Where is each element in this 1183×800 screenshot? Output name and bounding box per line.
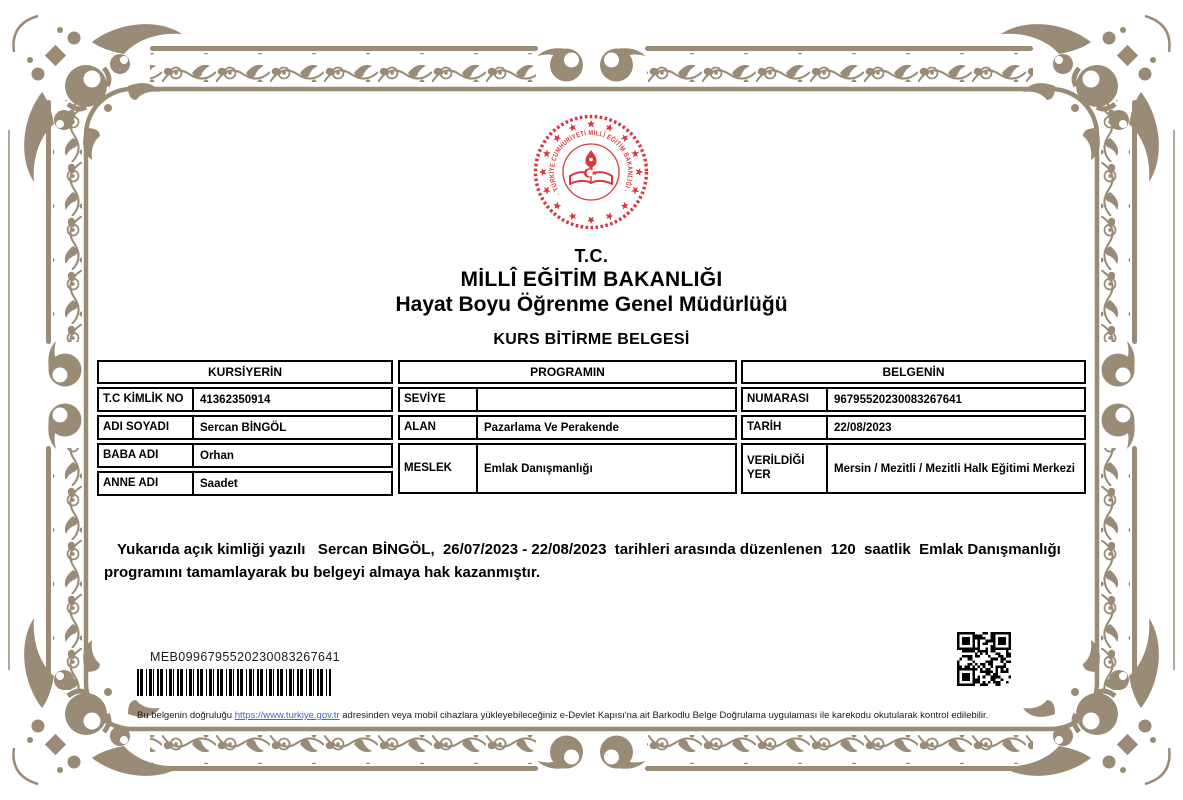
row-value: 41362350914 [200, 393, 271, 406]
table-row [741, 415, 1086, 440]
table-row [398, 443, 737, 494]
row-value: Sercan BİNGÖL [200, 421, 287, 434]
row-label: ADI SOYADI [99, 417, 194, 438]
row-value: 96795520230083267641 [834, 393, 962, 406]
table-title: KURSİYERİN [97, 360, 393, 384]
row-label: ALAN [400, 417, 478, 438]
document-title: KURS BİTİRME BELGESİ [493, 331, 690, 348]
row-label: MESLEK [400, 445, 478, 492]
ministry-emblem-icon [521, 102, 661, 242]
row-label: ANNE ADI [99, 473, 194, 494]
row-value [478, 389, 490, 410]
emblem-torch-book-icon [570, 150, 612, 184]
verification-link[interactable]: https://www.turkiye.gov.tr [234, 710, 340, 721]
verification-note [137, 710, 1057, 721]
barcode [137, 669, 331, 696]
table-row [741, 387, 1086, 412]
row-label: VERİLDİĞİ YER [743, 445, 828, 492]
table-row [97, 415, 393, 440]
table-title: BELGENİN [741, 360, 1086, 384]
directorate-title: Hayat Boyu Öğrenme Genel Müdürlüğü [395, 293, 788, 316]
qr-code [957, 632, 1011, 686]
row-label: T.C KİMLİK NO [99, 389, 194, 410]
table-programin [398, 360, 737, 497]
row-label: TARİH [743, 417, 828, 438]
verification-prefix: Bu belgenin doğruluğu [137, 710, 235, 721]
row-label: SEVİYE [400, 389, 478, 410]
table-row [741, 443, 1086, 494]
verification-suffix: adresinden veya mobil cihazlara yükleyebileceğiniz e-Devlet Kapısı'na ait Barkodlu Belge Doğrulama uygulaması ile karekodu okutularak kontrol edilebilir. [339, 710, 989, 721]
row-value: Mersin / Mezitli / Mezitli Halk Eğitimi Merkezi [834, 462, 1075, 475]
table-belgenin [741, 360, 1086, 497]
row-value: Orhan [200, 449, 234, 462]
table-title: PROGRAMIN [398, 360, 737, 384]
ministry-title: MİLLÎ EĞİTİM BAKANLIĞI [460, 268, 723, 291]
barcode-number: MEB0996795520230083267641 [150, 650, 341, 664]
row-value: Pazarlama Ve Perakende [484, 421, 619, 434]
table-row [97, 387, 393, 412]
row-value: Emlak Danışmanlığı [484, 462, 593, 475]
emblem-ring-text: · TÜRKİYE CUMHURİYETİ MİLLÎ EĞİTİM BAKANLIĞI · [548, 129, 634, 197]
table-row [398, 415, 737, 440]
table-row [398, 387, 737, 412]
row-value: 22/08/2023 [834, 421, 892, 434]
row-label: BABA ADI [99, 445, 194, 466]
completion-statement: Yukarıda açık kimliği yazılı Sercan BİNGÖL, 26/07/2023 - 22/08/2023 tarihleri arasında düzenlenen 120 saatlik Emlak Danışmanlığı programını tamamlayarak bu belgeyi almaya hak kazanmıştır. [104, 541, 1065, 582]
table-row [97, 471, 393, 496]
table-kursiyerin [97, 360, 393, 499]
table-row [97, 443, 393, 468]
row-label: NUMARASI [743, 389, 828, 410]
row-value: Saadet [200, 477, 238, 490]
republic-title: T.C. [574, 246, 609, 266]
